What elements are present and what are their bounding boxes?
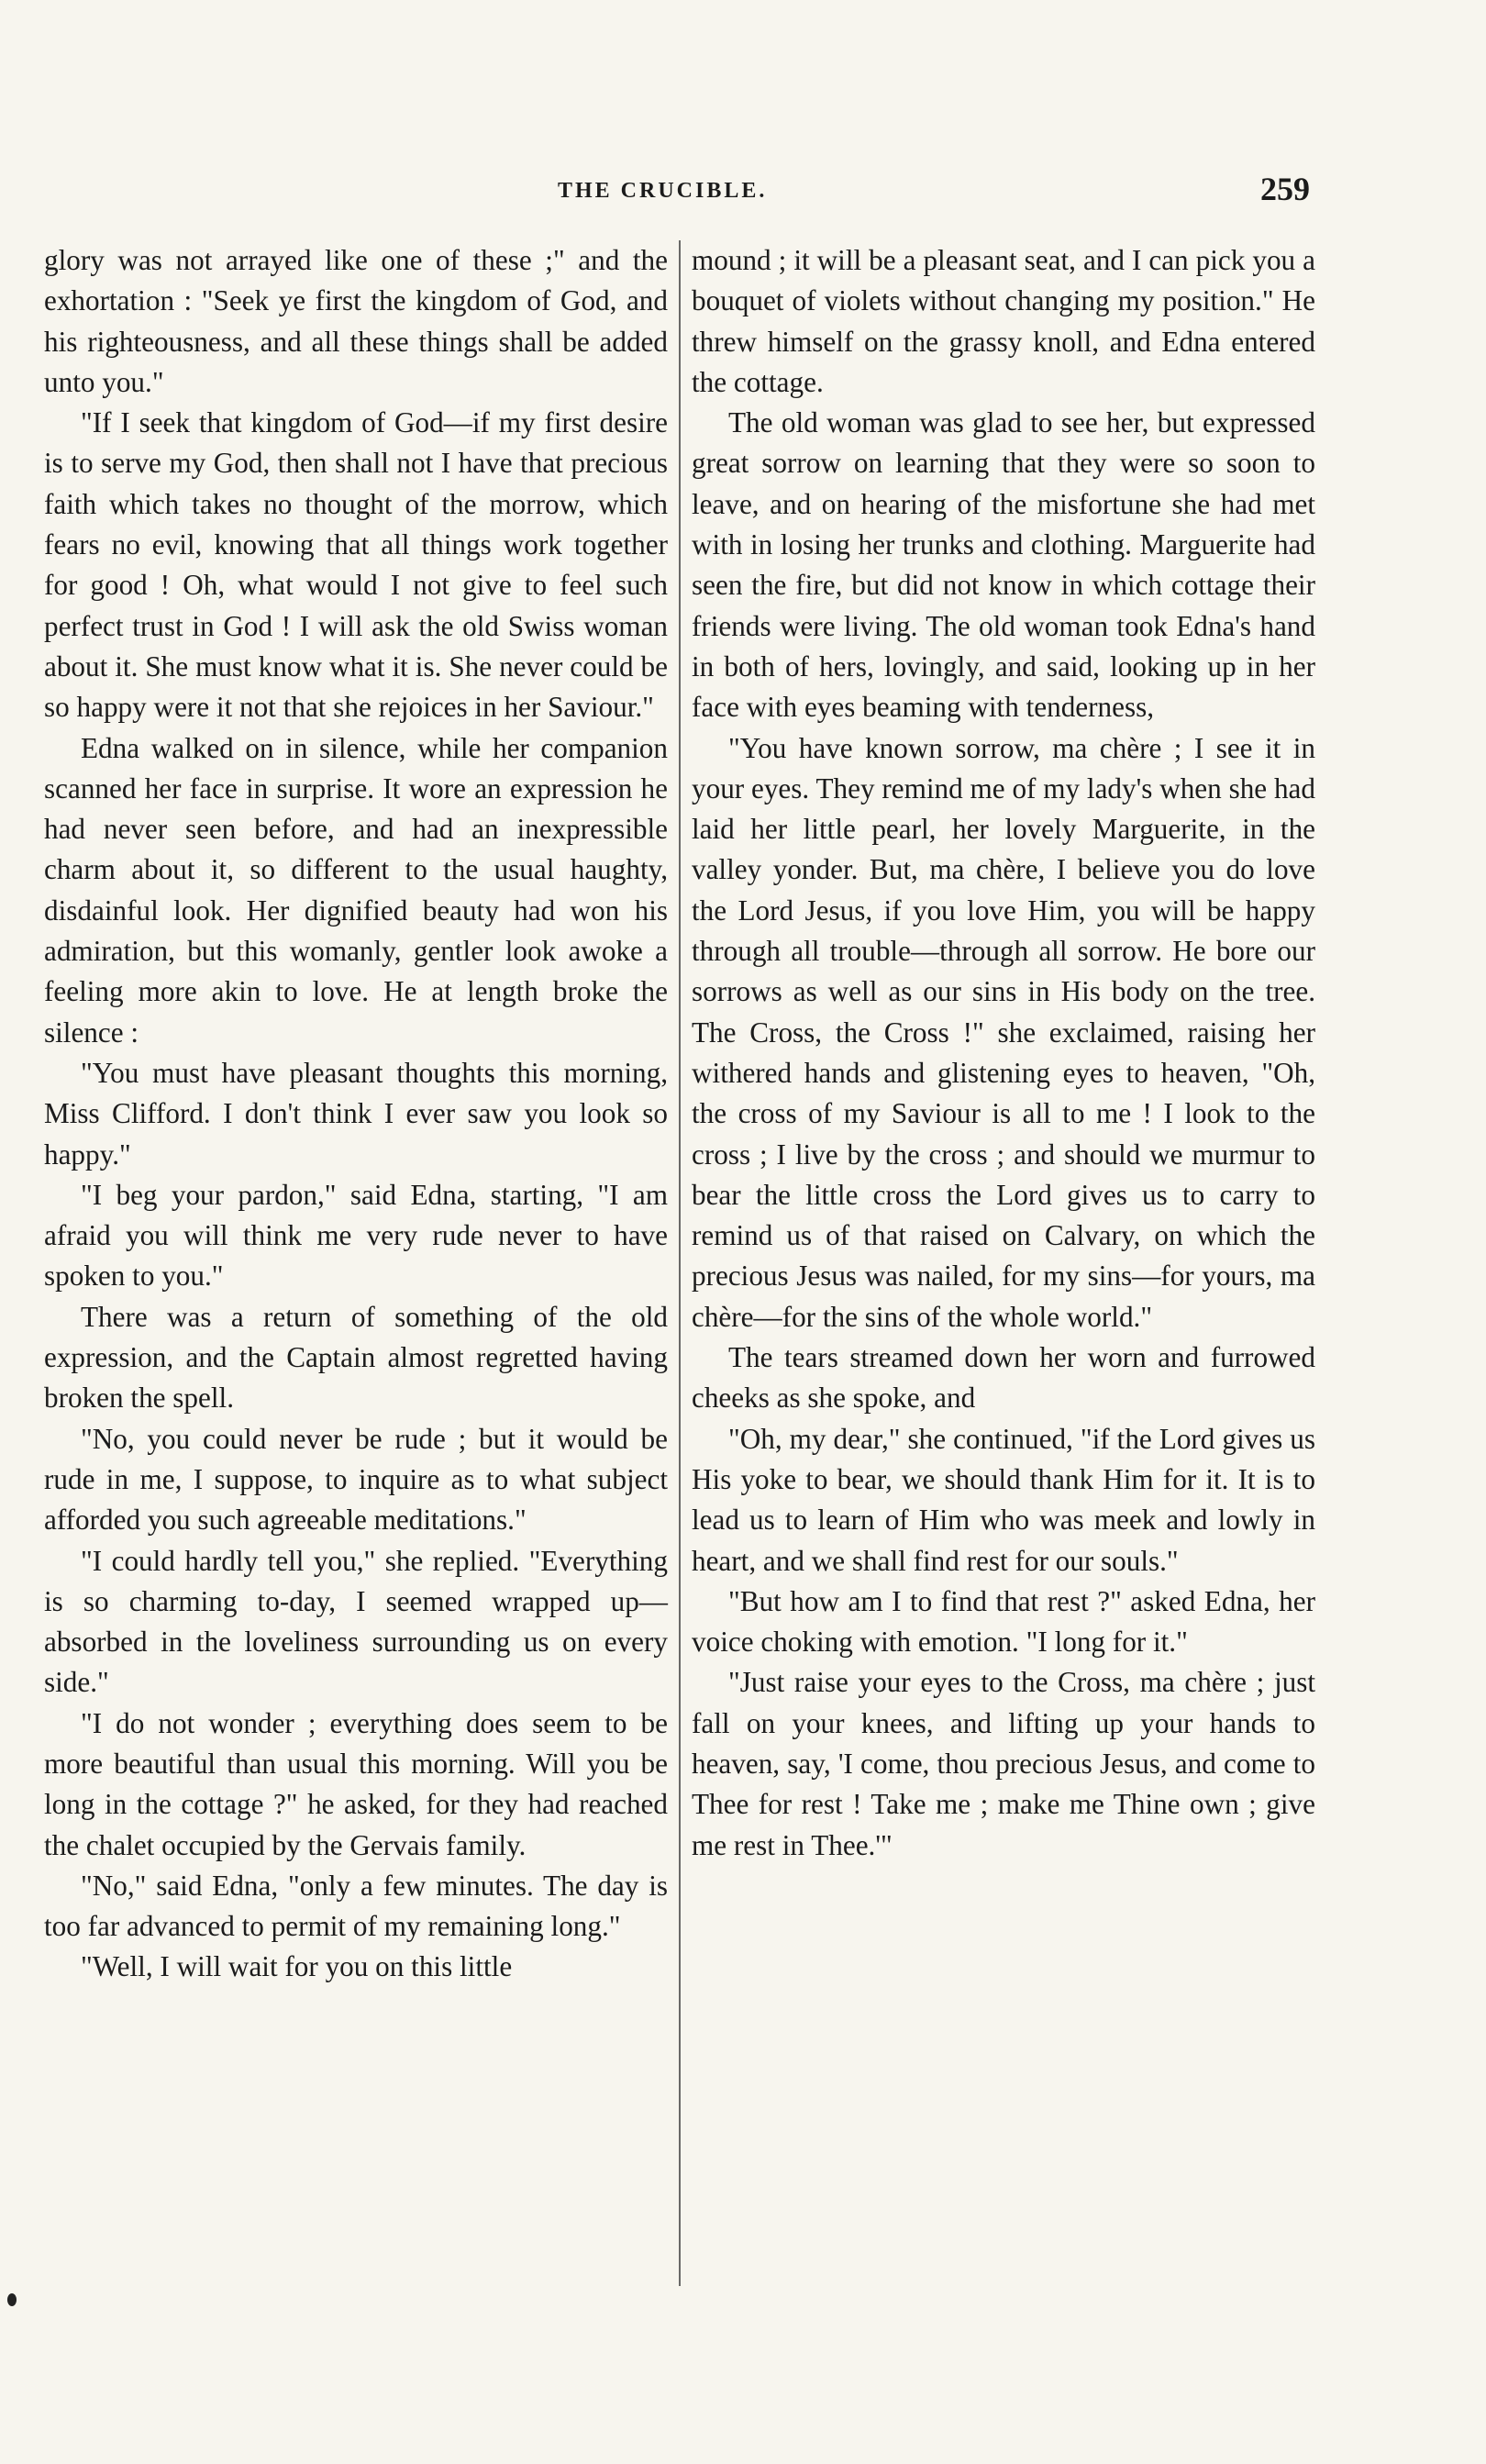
paragraph: The old woman was glad to see her, but expressed great sorrow on learning that they were so soon to leave, and on hearing of the misfortune she had met with in losing her trunks and clothing. Marguerite had seen the fire, but did not know in which cottage their friends were living. The old woman took Edna's hand in both of hers, lovingly, and said, looking up in her face with eyes beaming with tenderness, [692, 406, 1315, 724]
paragraph: glory was not arrayed like one of these ;" and the exhortation : "Seek ye first the kingdom of God, and his righteousness, and all these things shall be added unto you." [44, 244, 668, 398]
left-column [44, 240, 668, 1988]
paragraph: "I beg your pardon," said Edna, starting, "I am afraid you will think me very rude never to have spoken to you." [44, 1178, 668, 1293]
page-header [44, 170, 1310, 216]
paragraph: "Oh, my dear," she continued, "if the Lord gives us His yoke to bear, we should thank Him for it. It is to lead us to learn of Him who was meek and lowly in heart, and we shall find rest for our souls." [692, 1422, 1315, 1577]
page-number: 259 [1260, 171, 1310, 207]
paragraph: "If I seek that kingdom of God—if my first desire is to serve my God, then shall not I have that precious faith which takes no thought of the morrow, which fears no evil, knowing that all things work together for good ! Oh, what would I not give to feel such perfect trust in God ! I will ask the old Swiss woman about it. She must know what it is. She never could be so happy were it not that she rejoices in her Saviour." [44, 406, 668, 724]
ink-speck [7, 2293, 17, 2306]
paragraph: "I could hardly tell you," she replied. "Everything is so charming to-day, I seemed wrapped up—absorbed in the loveliness surrounding us on every side." [44, 1544, 668, 1699]
right-column [692, 240, 1315, 1866]
paragraph: "No," said Edna, "only a few minutes. The day is too far advanced to permit of my remaining long." [44, 1869, 668, 1943]
paragraph: "I do not wonder ; everything does seem to be more beautiful than usual this morning. Will you be long in the cottage ?" he asked, for they had reached the chalet occupied by the Gervais family. [44, 1706, 668, 1861]
paragraph: "But how am I to find that rest ?" asked Edna, her voice choking with emotion. "I long for it." [692, 1584, 1315, 1659]
column-divider [679, 240, 681, 2286]
running-title: THE CRUCIBLE. [558, 179, 768, 203]
paragraph: mound ; it will be a pleasant seat, and I can pick you a bouquet of violets without changing my position." He threw himself on the grassy knoll, and Edna entered the cottage. [692, 244, 1315, 398]
paragraph: The tears streamed down her worn and furrowed cheeks as she spoke, and [692, 1341, 1315, 1415]
paragraph: Edna walked on in silence, while her companion scanned her face in surprise. It wore an expression he had never seen before, and had an inexpressible charm about it, so different to the usual haughty, disdainful look. Her dignified beauty had won his admiration, but this womanly, gentler look awoke a feeling more akin to love. He at length broke the silence : [44, 731, 668, 1049]
paragraph: "You have known sorrow, ma chère ; I see it in your eyes. They remind me of my lady's when she had laid her little pearl, her lovely Marguerite, in the valley yonder. But, ma chère, I believe you do love the Lord Jesus, if you love Him, you will be happy through all trouble—through all sorrow. He bore our sorrows as well as our sins in His body on the tree. The Cross, the Cross !" she exclaimed, raising her withered hands and glistening eyes to heaven, "Oh, the cross of my Saviour is all to me ! I look to the cross ; I live by the cross ; and should we murmur to bear the little cross the Lord gives us to carry to remind us of that raised on Calvary, on which the precious Jesus was nailed, for my sins—for yours, ma chère—for the sins of the whole world." [692, 731, 1315, 1333]
paragraph: "Just raise your eyes to the Cross, ma chère ; just fall on your knees, and lifting up your hands to heaven, say, 'I come, thou precious Jesus, and come to Thee for rest ! Take me ; make me Thine own ; give me rest in Thee.'" [692, 1666, 1315, 1861]
paragraph: "You must have pleasant thoughts this morning, Miss Clifford. I don't think I ever saw you look so happy." [44, 1056, 668, 1171]
paragraph: "No, you could never be rude ; but it would be rude in me, I suppose, to inquire as to what subject afforded you such agreeable meditations." [44, 1422, 668, 1537]
paragraph: There was a return of something of the old expression, and the Captain almost regretted having broken the spell. [44, 1300, 668, 1415]
paragraph: "Well, I will wait for you on this little [81, 1950, 513, 1983]
